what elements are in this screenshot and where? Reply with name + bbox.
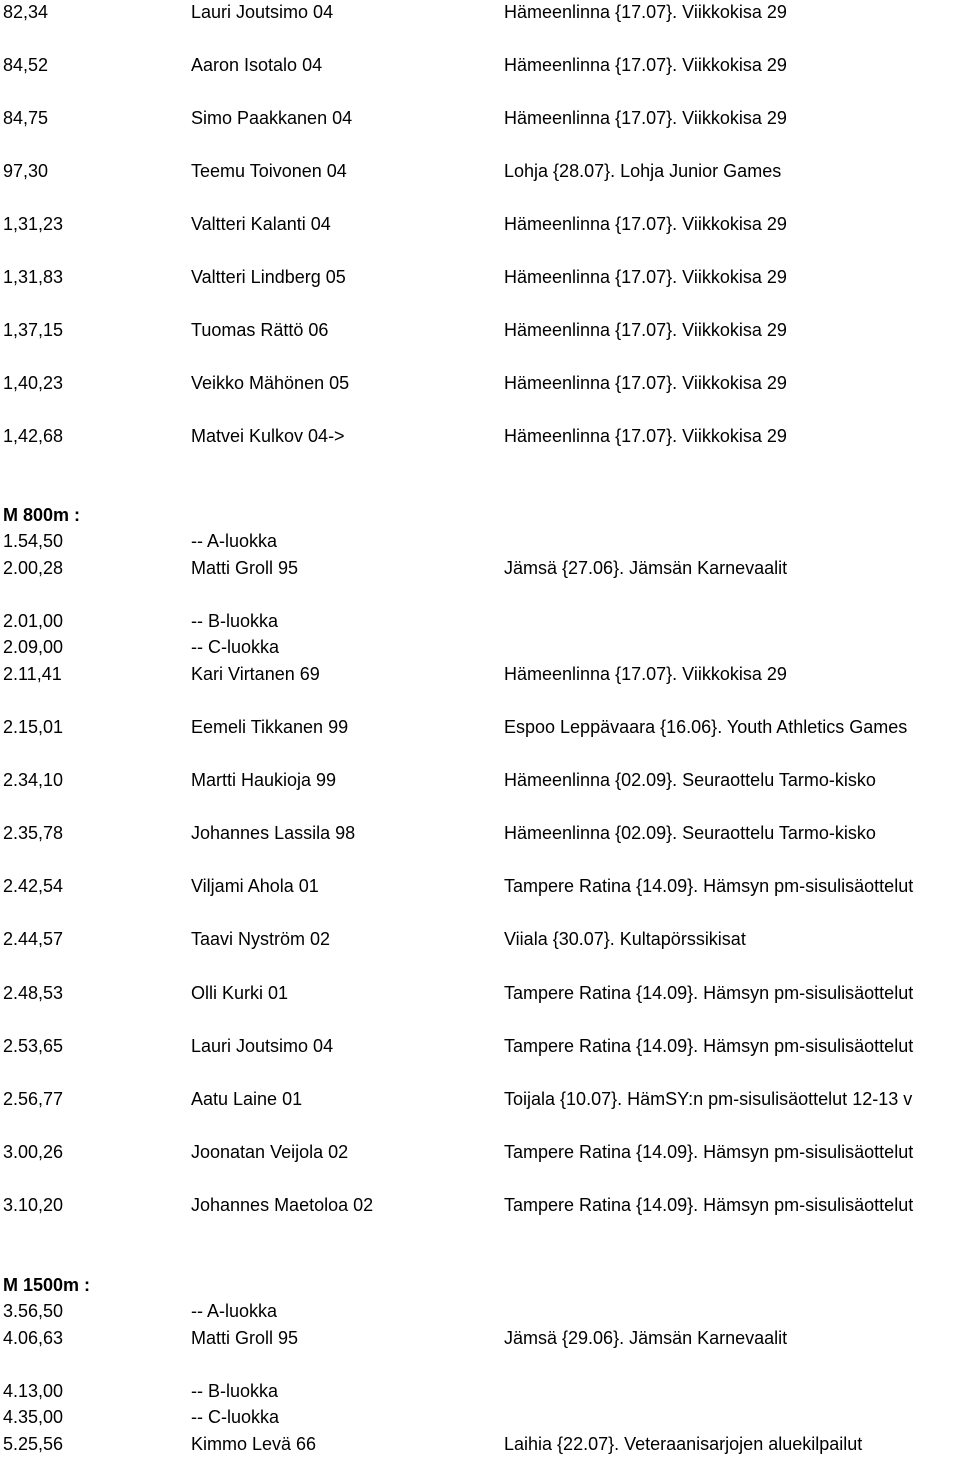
athlete-name: Kari Virtanen 69 bbox=[191, 664, 320, 684]
result-time: 2.35,78 bbox=[3, 823, 64, 843]
result-row bbox=[0, 1034, 960, 1058]
competition-venue: Hämeenlinna {17.07}. Viikkokisa 29 bbox=[504, 426, 787, 446]
athlete-name: Matvei Kulkov 04-> bbox=[191, 426, 345, 446]
competition-venue: Hämeenlinna {17.07}. Viikkokisa 29 bbox=[504, 320, 787, 340]
result-row bbox=[0, 1326, 960, 1350]
result-time: 3.10,20 bbox=[3, 1195, 64, 1215]
competition-venue: Tampere Ratina {14.09}. Hämsyn pm-sisulisäottelut bbox=[504, 1036, 914, 1056]
competition-venue: Hämeenlinna {17.07}. Viikkokisa 29 bbox=[504, 267, 787, 287]
competition-venue: Laihia {22.07}. Veteraanisarjojen aluekilpailut bbox=[504, 1434, 863, 1454]
result-time: 1.54,50 bbox=[3, 531, 64, 551]
result-time: 3.00,26 bbox=[3, 1142, 64, 1162]
competition-venue: Lohja {28.07}. Lohja Junior Games bbox=[504, 161, 782, 181]
competition-venue: Hämeenlinna {17.07}. Viikkokisa 29 bbox=[504, 2, 787, 22]
result-time: 1,37,15 bbox=[3, 320, 64, 340]
result-time: 2.56,77 bbox=[3, 1089, 64, 1109]
competition-venue: Jämsä {27.06}. Jämsän Karnevaalit bbox=[504, 558, 788, 578]
competition-venue: Tampere Ratina {14.09}. Hämsyn pm-sisulisäottelut bbox=[504, 983, 914, 1003]
competition-venue: Hämeenlinna {17.07}. Viikkokisa 29 bbox=[504, 664, 787, 684]
athlete-name: Martti Haukioja 99 bbox=[191, 770, 337, 790]
result-time: 3.56,50 bbox=[3, 1301, 64, 1321]
result-time: 1,40,23 bbox=[3, 373, 64, 393]
result-row bbox=[0, 106, 960, 130]
result-time: 2.00,28 bbox=[3, 558, 64, 578]
result-row bbox=[0, 53, 960, 77]
result-row bbox=[0, 1432, 960, 1456]
result-row bbox=[0, 1140, 960, 1164]
athlete-name: Olli Kurki 01 bbox=[191, 983, 289, 1003]
result-time: 82,34 bbox=[3, 2, 49, 22]
class-limit-row bbox=[0, 635, 960, 659]
event-heading-800m: M 800m : bbox=[3, 505, 81, 525]
athlete-name: Kimmo Levä 66 bbox=[191, 1434, 317, 1454]
athlete-name: Valtteri Lindberg 05 bbox=[191, 267, 346, 287]
result-row bbox=[0, 371, 960, 395]
result-row bbox=[0, 556, 960, 580]
class-limit-row bbox=[0, 1299, 960, 1323]
class-label: -- B-luokka bbox=[191, 611, 279, 631]
result-time: 1,42,68 bbox=[3, 426, 64, 446]
event-heading-1500m: M 1500m : bbox=[3, 1275, 91, 1295]
competition-venue: Hämeenlinna {02.09}. Seuraottelu Tarmo-kisko bbox=[504, 770, 876, 790]
result-time: 84,52 bbox=[3, 55, 49, 75]
athlete-name: Matti Groll 95 bbox=[191, 1328, 299, 1348]
athlete-name: Tuomas Rättö 06 bbox=[191, 320, 329, 340]
athlete-name: Aatu Laine 01 bbox=[191, 1089, 303, 1109]
athlete-name: Simo Paakkanen 04 bbox=[191, 108, 353, 128]
competition-venue: Tampere Ratina {14.09}. Hämsyn pm-sisulisäottelut bbox=[504, 876, 914, 896]
class-label: -- C-luokka bbox=[191, 637, 280, 657]
class-limit-row bbox=[0, 1379, 960, 1403]
result-time: 2.34,10 bbox=[3, 770, 64, 790]
class-limit-row bbox=[0, 1405, 960, 1429]
result-time: 2.48,53 bbox=[3, 983, 64, 1003]
result-time: 4.06,63 bbox=[3, 1328, 64, 1348]
result-time: 1,31,23 bbox=[3, 214, 64, 234]
result-time: 5.25,56 bbox=[3, 1434, 64, 1454]
athlete-name: Viljami Ahola 01 bbox=[191, 876, 319, 896]
athlete-name: Veikko Mähönen 05 bbox=[191, 373, 350, 393]
result-time: 2.01,00 bbox=[3, 611, 64, 631]
competition-venue: Tampere Ratina {14.09}. Hämsyn pm-sisulisäottelut bbox=[504, 1195, 914, 1215]
result-time: 2.42,54 bbox=[3, 876, 64, 896]
result-row bbox=[0, 0, 960, 24]
result-row bbox=[0, 318, 960, 342]
athlete-name: Valtteri Kalanti 04 bbox=[191, 214, 331, 234]
result-row bbox=[0, 715, 960, 739]
competition-venue: Hämeenlinna {17.07}. Viikkokisa 29 bbox=[504, 55, 787, 75]
athlete-name: Johannes Maetoloa 02 bbox=[191, 1195, 374, 1215]
athlete-name: Teemu Toivonen 04 bbox=[191, 161, 347, 181]
athlete-name: Lauri Joutsimo 04 bbox=[191, 2, 334, 22]
result-time: 2.09,00 bbox=[3, 637, 64, 657]
athlete-name: Taavi Nyström 02 bbox=[191, 929, 331, 949]
class-limit-row bbox=[0, 529, 960, 553]
athlete-name: Eemeli Tikkanen 99 bbox=[191, 717, 349, 737]
competition-venue: Hämeenlinna {17.07}. Viikkokisa 29 bbox=[504, 108, 787, 128]
competition-venue: Hämeenlinna {02.09}. Seuraottelu Tarmo-kisko bbox=[504, 823, 876, 843]
result-time: 4.13,00 bbox=[3, 1381, 64, 1401]
result-row bbox=[0, 927, 960, 951]
competition-venue: Espoo Leppävaara {16.06}. Youth Athletics Games bbox=[504, 717, 908, 737]
athlete-name: Matti Groll 95 bbox=[191, 558, 299, 578]
athlete-name: Lauri Joutsimo 04 bbox=[191, 1036, 334, 1056]
result-time: 2.53,65 bbox=[3, 1036, 64, 1056]
result-row bbox=[0, 768, 960, 792]
result-time: 2.44,57 bbox=[3, 929, 64, 949]
result-row bbox=[0, 821, 960, 845]
result-row bbox=[0, 981, 960, 1005]
result-time: 2.15,01 bbox=[3, 717, 64, 737]
competition-venue: Toijala {10.07}. HämSY:n pm-sisulisäottelut 12-13 v bbox=[504, 1089, 913, 1109]
class-label: -- B-luokka bbox=[191, 1381, 279, 1401]
class-label: -- C-luokka bbox=[191, 1407, 280, 1427]
result-time: 1,31,83 bbox=[3, 267, 64, 287]
result-row bbox=[0, 874, 960, 898]
competition-venue: Hämeenlinna {17.07}. Viikkokisa 29 bbox=[504, 214, 787, 234]
result-time: 84,75 bbox=[3, 108, 49, 128]
result-time: 2.11,41 bbox=[3, 664, 62, 684]
result-row bbox=[0, 212, 960, 236]
athlete-name: Aaron Isotalo 04 bbox=[191, 55, 323, 75]
competition-venue: Tampere Ratina {14.09}. Hämsyn pm-sisulisäottelut bbox=[504, 1142, 914, 1162]
result-time: 97,30 bbox=[3, 161, 49, 181]
competition-venue: Hämeenlinna {17.07}. Viikkokisa 29 bbox=[504, 373, 787, 393]
result-row bbox=[0, 1193, 960, 1217]
result-row bbox=[0, 1087, 960, 1111]
class-label: -- A-luokka bbox=[191, 531, 278, 551]
class-limit-row bbox=[0, 609, 960, 633]
result-row bbox=[0, 265, 960, 289]
competition-venue: Jämsä {29.06}. Jämsän Karnevaalit bbox=[504, 1328, 788, 1348]
competition-venue: Viiala {30.07}. Kultapörssikisat bbox=[504, 929, 746, 949]
result-row bbox=[0, 424, 960, 448]
result-row bbox=[0, 662, 960, 686]
result-time: 4.35,00 bbox=[3, 1407, 64, 1427]
class-label: -- A-luokka bbox=[191, 1301, 278, 1321]
athlete-name: Joonatan Veijola 02 bbox=[191, 1142, 349, 1162]
athlete-name: Johannes Lassila 98 bbox=[191, 823, 356, 843]
result-row bbox=[0, 159, 960, 183]
